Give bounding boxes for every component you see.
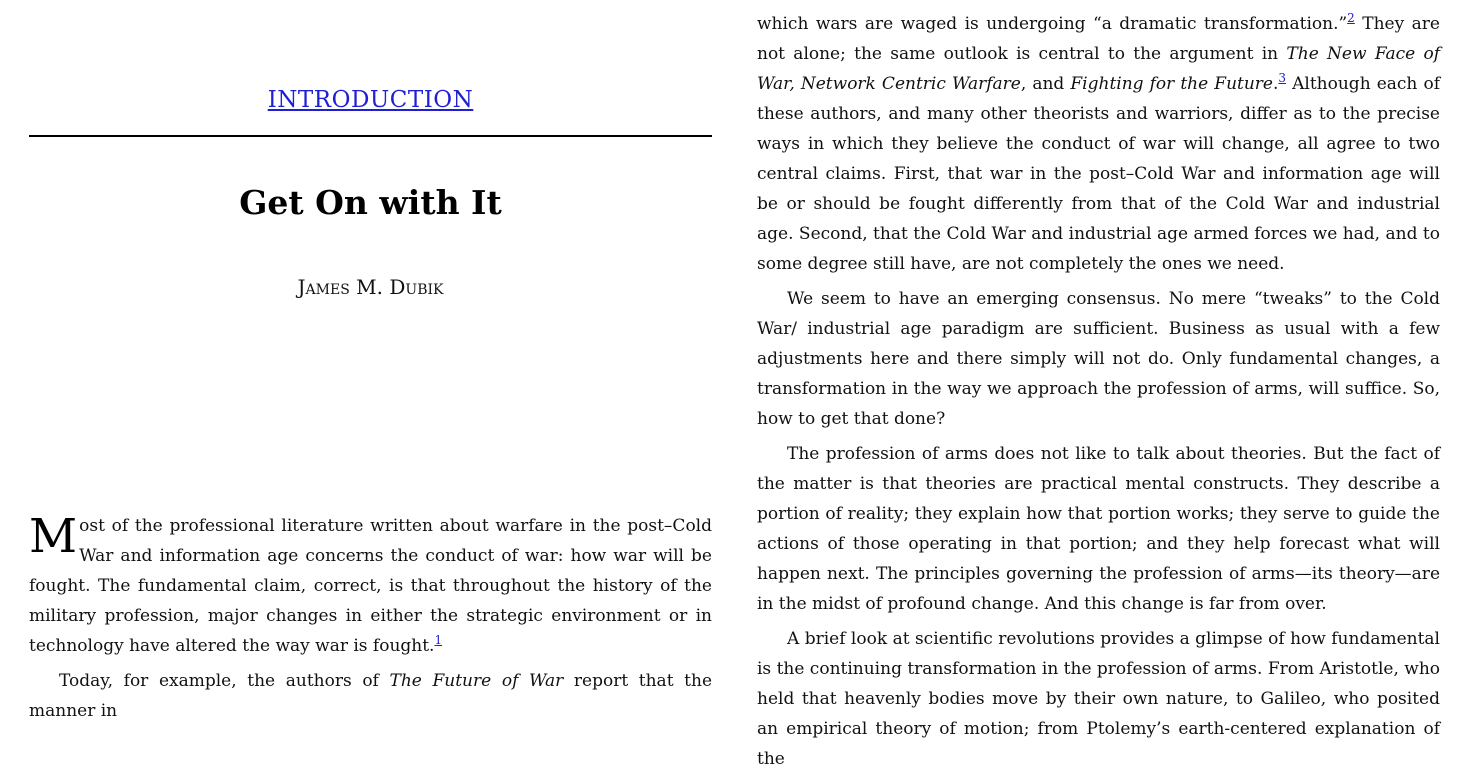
author-name: James M. Dubik — [297, 275, 444, 299]
paragraph-text: They are not alone; the same outlook is central to the argument in — [757, 14, 1440, 64]
paragraph-text: which wars are waged is undergoing “a dramatic transformation.” — [757, 14, 1348, 34]
paragraph: The profession of arms does not like to talk about theories. But the fact of the matter is that theories are practical mental constructs. They describe a portion of reality; they explain how that portion works; they serve to guide the actions of those operating in that portion; and they help forecast what will happen next. The principles governing the profession of arms—its theory—are in the midst of profound change. And this change is far from over. — [757, 444, 1440, 614]
paragraph — [29, 666, 712, 726]
book-title: Fighting for the Future — [1070, 74, 1273, 94]
paragraph-text: Although each of these authors, and many other theorists and warriors, differ as to the precise ways in which they believe the conduct of war will change, all agree to two central claims. First, that war in the post–Cold War and information age will be or should be fought differently from that of the Cold War and industrial age. Second, that the Cold War and industrial age armed forces we had, and to some degree still have, are not completely the ones we need. — [757, 74, 1440, 274]
paragraph-text: ost of the professional literature written about warfare in the post–Cold War and information age concerns the conduct of war: how war will be fought. The fundamental claim, correct, is that throughout the history of the military profession, major changes in either the strategic environment or in technology have altered the way war is fought. — [29, 516, 712, 656]
chapter-rule — [29, 135, 712, 137]
paragraph-text: report that the manner in — [29, 671, 713, 721]
chapter-title: Get On with It — [239, 183, 502, 222]
book-title: The Future of War — [389, 671, 564, 691]
paragraph-text: Today, for example, the authors of — [59, 671, 390, 691]
right-page — [757, 9, 1440, 779]
paragraph: A brief look at scientific revolutions provides a glimpse of how fundamental is the continuing transformation in the profession of arms. From Aristotle, who held that heavenly bodies move by their own nature, to Galileo, who posited an empirical theory of motion; from Ptolemy’s earth-centered explanation of the — [757, 629, 1441, 769]
footnote-ref — [434, 633, 442, 647]
left-page — [29, 0, 712, 736]
chapter-label-link[interactable]: INTRODUCTION — [267, 87, 474, 113]
book-title: The New Face of War, Network Centric Warfare — [757, 44, 1440, 94]
drop-cap: M — [29, 509, 78, 564]
paragraph: We seem to have an emerging consensus. No mere “tweaks” to the Cold War/ industrial age paradigm are sufficient. Business as usual with a few adjustments here and there simply will not do. Only fundamental changes, a transformation in the way we approach the profession of arms, will suffice. So, how to get that done? — [757, 289, 1440, 429]
footnote-link-2[interactable]: 2 — [1347, 11, 1355, 25]
footnote-ref — [1278, 71, 1286, 85]
footnote-link-3[interactable]: 3 — [1278, 71, 1287, 85]
footnote-link-1[interactable]: 1 — [434, 633, 443, 647]
paragraph — [757, 9, 1440, 279]
paragraph-text: . — [1273, 74, 1279, 94]
paragraph-text: , and — [1020, 74, 1071, 94]
left-body-text — [29, 511, 712, 731]
footnote-ref — [1347, 11, 1355, 25]
paragraph-opening — [29, 511, 712, 661]
